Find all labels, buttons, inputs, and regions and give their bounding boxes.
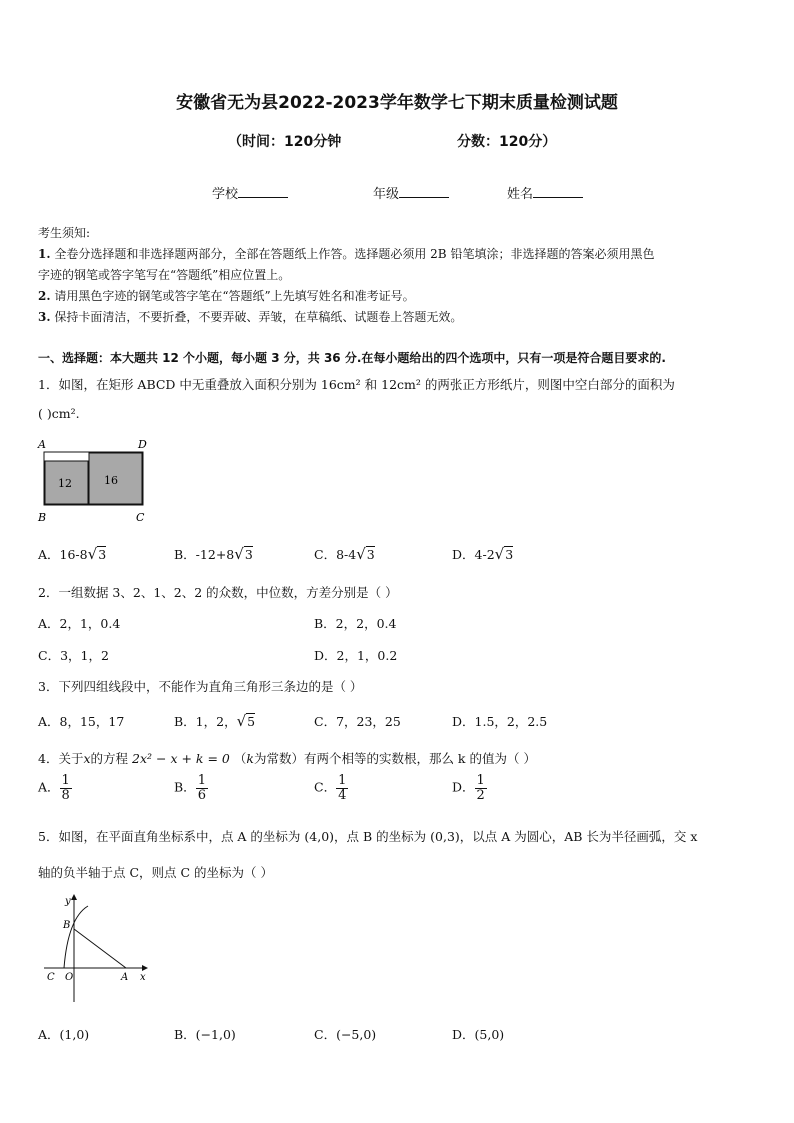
- question-5-stem-cont: 轴的负半轴于点 C，则点 C 的坐标为（ ）: [38, 865, 274, 880]
- notice-item-3: [38, 308, 462, 325]
- vertex-b-label: B: [38, 511, 47, 524]
- x-axis-label: x: [140, 972, 146, 983]
- name-blank[interactable]: [533, 185, 583, 198]
- x-axis-arrow-icon: [142, 965, 148, 971]
- question-4-stem: 4．关于x的方程 2x² − x + k = 0 （k为常数）有两个相等的实数根，那么 k 的值为（ ）: [38, 751, 536, 766]
- question-1-stem: 1．如图，在矩形 ABCD 中无重叠放入面积分别为 16cm² 和 12cm² 的两张正方形纸片，则图中空白部分的面积为: [38, 377, 675, 392]
- notice-heading: 考生须知:: [38, 226, 91, 240]
- q1-option-c[interactable]: C．8-4√3: [314, 545, 375, 563]
- q1-option-a[interactable]: A．16-8√3: [38, 545, 107, 563]
- question-3-stem: 3．下列四组线段中，不能作为直角三角形三条边的是（ ）: [38, 679, 363, 694]
- q5-option-d[interactable]: D．(5,0): [452, 1027, 505, 1042]
- notice-item-2: [38, 287, 415, 304]
- q3-option-d[interactable]: D．1.5，2，2.5: [452, 714, 548, 729]
- exam-time: （时间：120分钟: [228, 134, 342, 150]
- school-field[interactable]: [212, 183, 288, 202]
- question-1-stem-cont: ( )cm².: [38, 406, 80, 421]
- q2-option-a[interactable]: A．2，1，0.4: [38, 616, 121, 631]
- notice-item-1: [38, 245, 654, 262]
- y-axis-arrow-icon: [71, 894, 77, 900]
- vertex-c-label: C: [136, 511, 145, 524]
- notice-number: 3.: [38, 310, 51, 324]
- point-a-label: A: [121, 972, 129, 983]
- grade-label: 年级: [373, 187, 400, 202]
- question-1-figure: [36, 436, 156, 526]
- square-12-label: 12: [58, 477, 72, 490]
- notice-number: 1.: [38, 247, 51, 261]
- notice-text: 全卷分选择题和非选择题两部分，全部在答题纸上作答。选择题必须用 2B 铅笔填涂；非选择题的答案必须用黑色: [54, 247, 655, 261]
- notice-item-1-cont: 字迹的钢笔或答字笔写在“答题纸”相应位置上。: [38, 268, 291, 282]
- notice-number: 2.: [38, 289, 51, 303]
- exam-score: 分数：120分）: [457, 134, 557, 150]
- q5-option-a[interactable]: A．(1,0): [38, 1027, 90, 1042]
- q5-option-b[interactable]: B．(−1,0): [174, 1027, 236, 1042]
- point-c-label: C: [47, 972, 55, 983]
- y-axis-label: y: [65, 896, 71, 907]
- section-heading: 一、选择题：本大题共 12 个小题，每小题 3 分，共 36 分.在每小题给出的四个选项中，只有一项是符合题目要求的.: [38, 351, 666, 365]
- q3-option-a[interactable]: A．8，15，17: [38, 714, 125, 729]
- q4-option-a[interactable]: A． $\frac{1}{8}$: [38, 773, 70, 803]
- question-5-figure: [44, 892, 154, 1004]
- page-title: 安徽省无为县2022-2023学年数学七下期末质量检测试题: [176, 93, 618, 113]
- origin-label: O: [65, 972, 74, 983]
- name-field[interactable]: [507, 183, 583, 202]
- q2-option-c[interactable]: C．3，1，2: [38, 648, 109, 663]
- grade-blank[interactable]: [399, 185, 449, 198]
- school-label: 学校: [212, 187, 239, 202]
- q4-option-d[interactable]: D． $\frac{1}{2}$: [452, 773, 485, 803]
- equation: 2x² − x + k = 0: [132, 751, 230, 766]
- q2-option-b[interactable]: B．2，2，0.4: [314, 616, 397, 631]
- q4-option-c[interactable]: C． $\frac{1}{4}$: [314, 773, 347, 803]
- name-label: 姓名: [507, 187, 534, 202]
- notice-text: 保持卡面清洁，不要折叠，不要弄破、弄皱，在草稿纸、试题卷上答题无效。: [54, 310, 463, 324]
- q3-option-c[interactable]: C．7，23，25: [314, 714, 401, 729]
- grade-field[interactable]: [373, 183, 449, 202]
- q2-option-d[interactable]: D．2，1，0.2: [314, 648, 398, 663]
- notice-text: 请用黑色字迹的钢笔或答字笔在“答题纸”上先填写姓名和准考证号。: [54, 289, 415, 303]
- vertex-a-label: A: [38, 438, 46, 451]
- point-b-label: B: [63, 920, 71, 931]
- q1-option-b[interactable]: B．-12+8√3: [174, 545, 253, 563]
- q5-option-c[interactable]: C．(−5,0): [314, 1027, 377, 1042]
- question-5-stem: 5．如图，在平面直角坐标系中，点 A 的坐标为 (4,0)，点 B 的坐标为 (0,3)，以点 A 为圆心，AB 长为半径画弧，交 x: [38, 829, 698, 844]
- school-blank[interactable]: [238, 185, 288, 198]
- vertex-d-label: D: [138, 438, 147, 451]
- question-2-stem: 2．一组数据 3、2、1、2、2 的众数，中位数，方差分别是（ ）: [38, 585, 398, 600]
- q1-option-d[interactable]: D．4-2√3: [452, 545, 514, 563]
- square-16-label: 16: [104, 474, 118, 487]
- q4-option-b[interactable]: B． $\frac{1}{6}$: [174, 773, 206, 803]
- q3-option-b[interactable]: B．1，2，√5: [174, 712, 256, 730]
- segment-ab: [74, 929, 126, 968]
